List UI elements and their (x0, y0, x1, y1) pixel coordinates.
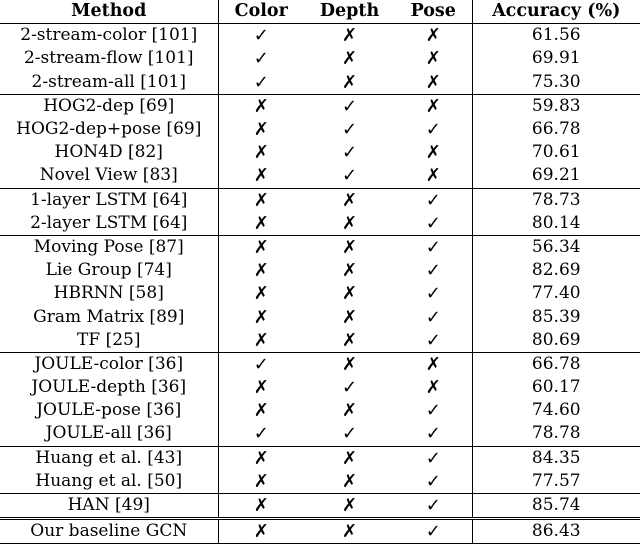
pose-mark: ✓ (395, 446, 472, 470)
pose-mark: ✓ (395, 399, 472, 422)
depth-mark: ✗ (304, 519, 395, 544)
table-row (0, 24, 640, 48)
depth-mark: ✗ (304, 493, 395, 518)
table-row (0, 399, 640, 422)
accuracy-cell: 66.78 (472, 352, 640, 376)
color-mark: ✗ (253, 119, 269, 141)
pose-mark: ✗ (395, 24, 472, 48)
pose-mark: ✓ (395, 329, 472, 353)
depth-mark: ✓ (341, 423, 358, 445)
depth-mark: ✗ (341, 306, 358, 328)
accuracy-cell: 59.83 (472, 94, 640, 118)
depth-mark: ✗ (341, 470, 358, 492)
pose-mark: ✗ (395, 47, 472, 70)
color-mark: ✗ (218, 493, 304, 518)
accuracy-cell: 82.69 (531, 260, 581, 281)
method-cell: HON4D [82] (0, 141, 218, 164)
color-mark: ✗ (253, 400, 269, 422)
method-cell: TF [25] (0, 329, 218, 353)
method-cell: 2-stream-color [101] (0, 24, 218, 48)
pose-mark: ✓ (395, 470, 472, 494)
method-cell: Novel View [83] (0, 164, 218, 188)
table-body (0, 24, 640, 544)
pose-mark: ✓ (395, 235, 472, 259)
method-cell: HOG2-dep [69] (0, 94, 218, 118)
depth-mark: ✗ (341, 329, 358, 351)
table-row (0, 470, 640, 494)
method-cell: JOULE-all [36] (0, 422, 218, 446)
table-row (0, 141, 640, 164)
table-header (0, 0, 640, 24)
table-row (0, 282, 640, 305)
pose-mark: ✗ (395, 141, 472, 164)
accuracy-cell: 86.43 (472, 519, 640, 544)
table-row (0, 235, 640, 259)
color-mark: ✗ (253, 212, 269, 234)
accuracy-cell: 66.78 (531, 119, 581, 140)
method-cell: Our baseline GCN (0, 519, 218, 544)
depth-mark: ✓ (341, 142, 358, 164)
pose-mark: ✓ (395, 305, 472, 328)
method-cell: Gram Matrix [89] (0, 305, 218, 328)
accuracy-cell: 78.73 (472, 188, 640, 212)
table-row (0, 188, 640, 212)
depth-mark: ✓ (341, 377, 358, 399)
accuracy-cell: 80.69 (531, 329, 581, 350)
table-row (0, 94, 640, 118)
depth-mark: ✗ (341, 25, 358, 47)
color-mark: ✗ (218, 519, 304, 544)
method-cell: JOULE-depth [36] (0, 376, 218, 399)
depth-mark: ✗ (341, 71, 358, 93)
pose-mark: ✓ (395, 259, 472, 282)
color-mark: ✗ (253, 260, 269, 282)
pose-mark: ✓ (395, 282, 472, 305)
table-row (0, 376, 640, 399)
method-cell: Huang et al. [43] (0, 446, 218, 470)
color-mark: ✗ (218, 94, 304, 118)
table-row (0, 519, 640, 544)
color-mark: ✓ (253, 48, 269, 70)
color-mark: ✓ (218, 352, 304, 376)
table-row (0, 212, 640, 236)
pose-mark: ✓ (395, 118, 472, 141)
color-mark: ✗ (218, 188, 304, 212)
accuracy-cell: 85.39 (531, 306, 581, 327)
table-row (0, 329, 640, 353)
table-row (0, 305, 640, 328)
pose-mark: ✓ (395, 212, 472, 236)
pose-mark: ✗ (395, 376, 472, 399)
table-row (0, 259, 640, 282)
header-pose: Pose (395, 0, 472, 24)
pose-mark: ✓ (395, 188, 472, 212)
color-mark: ✗ (253, 377, 269, 399)
pose-mark: ✓ (395, 519, 472, 544)
accuracy-cell: 74.60 (531, 400, 581, 421)
depth-mark: ✗ (304, 446, 395, 470)
color-mark: ✗ (218, 446, 304, 470)
header-color: Color (218, 0, 304, 24)
color-mark: ✗ (253, 142, 269, 164)
depth-mark: ✓ (341, 165, 358, 187)
accuracy-cell: 77.57 (531, 470, 581, 491)
color-mark: ✓ (253, 423, 269, 445)
color-mark: ✓ (253, 25, 269, 47)
method-cell: HAN [49] (0, 493, 218, 518)
table-row (0, 446, 640, 470)
pose-mark: ✓ (395, 493, 472, 518)
accuracy-cell: 56.34 (472, 235, 640, 259)
color-mark: ✗ (218, 235, 304, 259)
accuracy-cell: 75.30 (531, 71, 581, 92)
accuracy-cell: 85.74 (472, 493, 640, 518)
color-mark: ✗ (253, 306, 269, 328)
method-cell: Moving Pose [87] (0, 235, 218, 259)
header-method: Method (0, 0, 218, 24)
depth-mark: ✗ (341, 212, 358, 234)
color-mark: ✓ (253, 71, 269, 93)
header-accuracy: Accuracy (%) (472, 0, 640, 24)
method-cell: JOULE-color [36] (0, 352, 218, 376)
method-cell: Lie Group [74] (0, 259, 218, 282)
accuracy-cell: 61.56 (531, 25, 581, 46)
depth-mark: ✗ (304, 352, 395, 376)
accuracy-cell: 84.35 (472, 446, 640, 470)
depth-mark: ✗ (304, 235, 395, 259)
table-row (0, 71, 640, 95)
method-cell: HOG2-dep+pose [69] (0, 118, 218, 141)
pose-mark: ✓ (395, 422, 472, 446)
depth-mark: ✗ (341, 48, 358, 70)
pose-mark: ✗ (395, 94, 472, 118)
accuracy-cell: 77.40 (531, 283, 581, 304)
depth-mark: ✗ (341, 400, 358, 422)
header-row (0, 0, 640, 24)
table-row (0, 352, 640, 376)
depth-mark: ✓ (341, 119, 358, 141)
depth-mark: ✗ (341, 260, 358, 282)
accuracy-cell: 69.91 (531, 48, 581, 69)
method-cell: 2-layer LSTM [64] (0, 212, 218, 236)
table-row (0, 47, 640, 70)
method-cell: JOULE-pose [36] (0, 399, 218, 422)
depth-mark: ✓ (304, 94, 395, 118)
method-cell: 2-stream-flow [101] (0, 47, 218, 70)
accuracy-cell: 80.14 (531, 212, 581, 233)
color-mark: ✗ (253, 470, 269, 492)
pose-mark: ✗ (395, 164, 472, 188)
accuracy-cell: 78.78 (531, 423, 581, 444)
table-row (0, 422, 640, 446)
depth-mark: ✗ (341, 283, 358, 305)
method-cell: 1-layer LSTM [64] (0, 188, 218, 212)
pose-mark: ✗ (395, 71, 472, 95)
method-cell: Huang et al. [50] (0, 470, 218, 494)
method-cell: 2-stream-all [101] (0, 71, 218, 95)
pose-mark: ✗ (395, 352, 472, 376)
table-row (0, 164, 640, 188)
accuracy-cell: 70.61 (531, 142, 581, 163)
table-row (0, 118, 640, 141)
header-depth: Depth (304, 0, 395, 24)
color-mark: ✗ (253, 283, 269, 305)
method-cell: HBRNN [58] (0, 282, 218, 305)
color-mark: ✗ (253, 329, 269, 351)
color-mark: ✗ (253, 165, 269, 187)
accuracy-cell: 69.21 (531, 165, 581, 186)
table-row (0, 493, 640, 518)
accuracy-cell: 60.17 (531, 377, 581, 398)
depth-mark: ✗ (304, 188, 395, 212)
